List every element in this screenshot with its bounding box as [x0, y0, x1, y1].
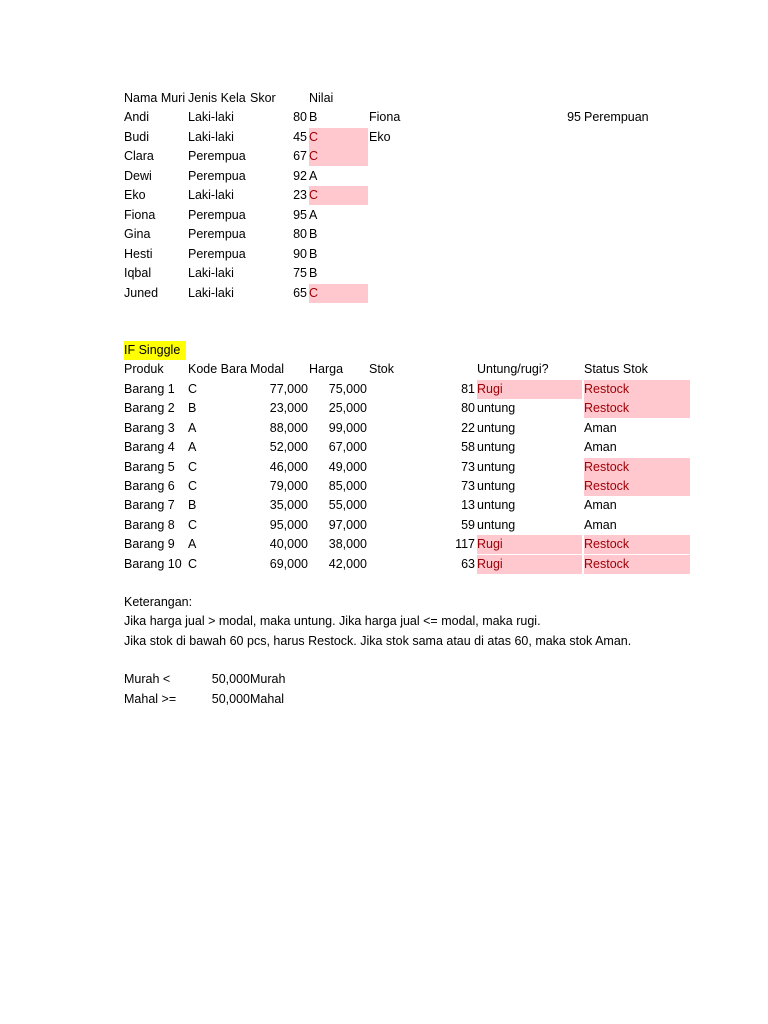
- student-grade: A: [309, 168, 318, 183]
- product-status-stok: Restock: [584, 399, 690, 418]
- product-name: Barang 4: [124, 440, 175, 455]
- product-untung-rugi: untung: [477, 420, 516, 435]
- product-harga: 99,000: [328, 420, 367, 435]
- product-name: Barang 7: [124, 498, 175, 513]
- lookup-value: 95: [567, 110, 581, 124]
- product-code: C: [188, 459, 198, 474]
- product-stok: 58: [461, 440, 475, 455]
- student-name: Iqbal: [124, 266, 152, 280]
- product-stok: 13: [461, 498, 475, 513]
- product-untung-rugi: untung: [477, 479, 516, 493]
- notes-title: Keterangan:: [124, 595, 193, 609]
- product-stok: 117: [455, 537, 475, 552]
- header-produk: Produk: [124, 362, 164, 376]
- student-name: Andi: [124, 110, 150, 124]
- threshold-murah-label: Murah <: [124, 672, 171, 686]
- student-gender: Perempua: [188, 227, 246, 241]
- student-score: 65: [293, 285, 307, 300]
- product-harga: 25,000: [328, 401, 367, 416]
- product-name: Barang 2: [124, 401, 175, 416]
- product-modal: 69,000: [269, 556, 308, 571]
- product-name: Barang 6: [124, 479, 175, 493]
- product-modal: 88,000: [269, 420, 308, 435]
- product-modal: 52,000: [269, 440, 308, 455]
- header-modal: Modal: [250, 362, 285, 376]
- product-untung-rugi: untung: [477, 498, 516, 513]
- student-name: Eko: [124, 188, 146, 202]
- threshold-mahal-result: Mahal: [250, 692, 285, 706]
- header-stok: Stok: [369, 362, 395, 376]
- header-status-stok: Status Stok: [584, 362, 648, 376]
- product-status-stok: Aman: [584, 517, 617, 532]
- student-name: Clara: [124, 149, 154, 163]
- product-code: A: [188, 420, 197, 435]
- student-gender: Perempua: [188, 246, 246, 261]
- student-name: Fiona: [124, 207, 156, 222]
- header-nama-murid: Nama Muri: [124, 91, 186, 105]
- lookup-name-2: Eko: [369, 130, 391, 144]
- product-modal: 95,000: [269, 517, 308, 532]
- product-name: Barang 1: [124, 382, 175, 396]
- product-code: C: [188, 479, 198, 493]
- product-status-stok: Restock: [584, 555, 690, 574]
- threshold-mahal-label: Mahal >=: [124, 692, 177, 706]
- product-modal: 46,000: [269, 459, 308, 474]
- product-harga: 85,000: [328, 479, 367, 493]
- product-modal: 79,000: [269, 479, 308, 493]
- product-stok: 81: [461, 382, 475, 396]
- product-code: C: [188, 382, 198, 396]
- student-grade: B: [309, 266, 318, 280]
- product-code: C: [188, 556, 198, 571]
- product-code: B: [188, 401, 197, 416]
- notes-line-1: Jika harga jual > modal, maka untung. Jika harga jual <= modal, maka rugi.: [124, 614, 541, 628]
- student-score: 80: [293, 110, 307, 124]
- student-grade: C: [309, 128, 368, 147]
- student-score: 75: [293, 266, 307, 280]
- student-grade: B: [309, 110, 318, 124]
- lookup-name-1: Fiona: [369, 110, 401, 124]
- product-status-stok: Aman: [584, 420, 617, 435]
- product-untung-rugi: untung: [477, 401, 516, 416]
- product-status-stok: Aman: [584, 498, 617, 513]
- product-harga: 38,000: [328, 537, 367, 552]
- student-grade: C: [309, 284, 368, 303]
- product-status-stok: Restock: [584, 380, 690, 399]
- student-gender: Perempua: [188, 149, 246, 163]
- student-score: 95: [293, 207, 307, 222]
- product-stok: 73: [461, 479, 475, 493]
- product-status-stok: Aman: [584, 440, 617, 455]
- student-name: Juned: [124, 285, 159, 300]
- product-name: Barang 10: [124, 556, 182, 571]
- student-grade: B: [309, 227, 318, 241]
- if-single-title: IF Singgle: [124, 341, 186, 360]
- product-code: A: [188, 537, 197, 552]
- student-gender: Laki-laki: [188, 110, 234, 124]
- product-name: Barang 8: [124, 517, 175, 532]
- product-untung-rugi: Rugi: [477, 555, 582, 574]
- header-kode-barang: Kode Bara: [188, 362, 248, 376]
- product-name: Barang 5: [124, 459, 175, 474]
- header-nilai: Nilai: [309, 91, 334, 105]
- student-grade: A: [309, 207, 318, 222]
- product-name: Barang 3: [124, 420, 175, 435]
- product-modal: 40,000: [269, 537, 308, 552]
- student-gender: Laki-laki: [188, 266, 234, 280]
- notes-line-2: Jika stok di bawah 60 pcs, harus Restock. Jika stok sama atau di atas 60, maka stok Aman.: [124, 634, 632, 648]
- product-harga: 75,000: [328, 382, 367, 396]
- product-modal: 35,000: [269, 498, 308, 513]
- student-gender: Perempua: [188, 168, 246, 183]
- product-stok: 59: [461, 517, 475, 532]
- product-harga: 97,000: [328, 517, 367, 532]
- student-gender: Perempua: [188, 207, 246, 222]
- student-grade: B: [309, 246, 318, 261]
- student-score: 92: [293, 168, 307, 183]
- product-stok: 73: [461, 459, 475, 474]
- student-grade: C: [309, 147, 368, 166]
- student-gender: Laki-laki: [188, 129, 234, 144]
- student-name: Dewi: [124, 168, 152, 183]
- student-gender: Laki-laki: [188, 188, 234, 202]
- header-skor: Skor: [250, 91, 276, 105]
- student-score: 23: [293, 188, 307, 202]
- product-status-stok: Restock: [584, 535, 690, 554]
- product-untung-rugi: untung: [477, 459, 516, 474]
- product-harga: 49,000: [328, 459, 367, 474]
- student-score: 90: [293, 246, 307, 261]
- header-jenis-kelamin: Jenis Kela: [188, 91, 246, 105]
- student-score: 45: [293, 129, 307, 144]
- product-harga: 42,000: [328, 556, 367, 571]
- product-modal: 23,000: [269, 401, 308, 416]
- product-stok: 63: [461, 556, 475, 571]
- student-grade: C: [309, 186, 368, 205]
- threshold-murah-result: Murah: [250, 672, 286, 686]
- product-stok: 22: [461, 420, 475, 435]
- student-name: Hesti: [124, 246, 153, 261]
- header-harga: Harga: [309, 362, 344, 376]
- product-status-stok: Restock: [584, 458, 690, 477]
- student-name: Budi: [124, 129, 150, 144]
- product-untung-rugi: untung: [477, 440, 516, 455]
- product-untung-rugi: Rugi: [477, 535, 582, 554]
- student-score: 67: [293, 149, 307, 163]
- product-modal: 77,000: [269, 382, 308, 396]
- product-status-stok: Restock: [584, 477, 690, 496]
- lookup-gender: Perempuan: [584, 110, 649, 124]
- product-harga: 67,000: [328, 440, 367, 455]
- product-stok: 80: [461, 401, 475, 416]
- product-name: Barang 9: [124, 537, 175, 552]
- product-code: C: [188, 517, 198, 532]
- product-code: B: [188, 498, 197, 513]
- threshold-mahal-value: 50,000: [211, 692, 250, 706]
- product-untung-rugi: untung: [477, 517, 516, 532]
- student-name: Gina: [124, 227, 151, 241]
- student-gender: Laki-laki: [188, 285, 234, 300]
- header-untung-rugi: Untung/rugi?: [477, 362, 549, 376]
- product-untung-rugi: Rugi: [477, 380, 582, 399]
- student-score: 80: [293, 227, 307, 241]
- product-code: A: [188, 440, 197, 455]
- threshold-murah-value: 50,000: [211, 672, 250, 686]
- product-harga: 55,000: [328, 498, 367, 513]
